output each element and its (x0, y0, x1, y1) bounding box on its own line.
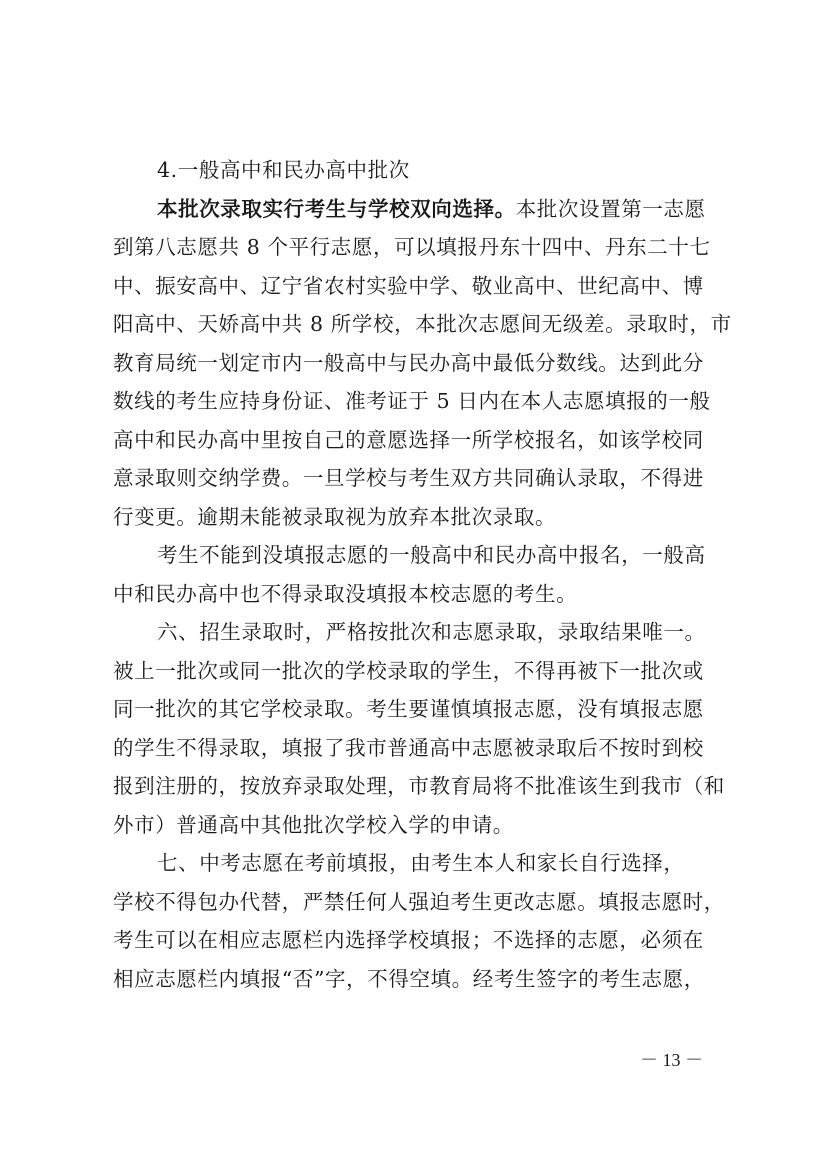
paragraph-line: 阳高中、天娇高中共 8 所学校，本批次志愿间无级差。录取时，市 (113, 312, 732, 336)
paragraph-line: 外市）普通高中其他批次学校入学的申请。 (113, 812, 514, 837)
paragraph-line: 学校不得包办代替，严禁任何人强迫考生更改志愿。填报志愿时， (113, 889, 725, 914)
paragraph-line: 相应志愿栏内填报“否”字，不得空填。经考生签字的考生志愿， (113, 966, 705, 991)
paragraph-line: 的学生不得录取，填报了我市普通高中志愿被录取后不按时到校 (113, 735, 704, 760)
bold-lead: 本批次录取实行考生与学校双向选择。 (157, 196, 516, 221)
section-six-line: 六、招生录取时，严格按批次和志愿录取，录取结果唯一。 (157, 620, 706, 644)
paragraph-line: 考生不能到没填报志愿的一般高中和民办高中报名，一般高 (157, 543, 706, 567)
paragraph-text: 本批次设置第一志愿 (515, 196, 706, 221)
paragraph-line: 同一批次的其它学校录取。考生要谨慎填报志愿，没有填报志愿 (113, 697, 704, 721)
paragraph-line: 意录取则交纳学费。一旦学校与考生双方共同确认录取，不得进 (113, 466, 704, 490)
paragraph-line: 数线的考生应持身份证、准考证于 5 日内在本人志愿填报的一般 (113, 389, 711, 413)
paragraph-line: 高中和民办高中里按自己的意愿选择一所学校报名，如该学校同 (113, 427, 704, 452)
paragraph-line: 被上一批次或同一批次的学校录取的学生，不得再被下一批次或 (113, 658, 704, 683)
page-number: － 13 － (640, 1050, 703, 1070)
section-seven-line: 七、中考志愿在考前填报，由考生本人和家长自行选择， (157, 851, 685, 875)
paragraph-line: 教育局统一划定市内一般高中与民办高中最低分数线。达到此分 (113, 350, 704, 375)
section-heading: 4.一般高中和民办高中批次 (157, 158, 410, 182)
paragraph-line: 报到注册的，按放弃录取处理，市教育局将不批准该生到我市（和 (113, 774, 725, 798)
paragraph-line: 中和民办高中也不得录取没填报本校志愿的考生。 (113, 581, 578, 606)
paragraph-line (113, 190, 728, 229)
paragraph-line: 中、振安高中、辽宁省农村实验中学、敬业高中、世纪高中、博 (113, 273, 704, 298)
paragraph-line: 行变更。逾期未能被录取视为放弃本批次录取。 (113, 504, 557, 529)
paragraph-line: 到第八志愿共 8 个平行志愿，可以填报丹东十四中、丹东二十七 (113, 235, 711, 259)
body-text (113, 151, 732, 998)
paragraph-line: 考生可以在相应志愿栏内选择学校填报；不选择的志愿，必须在 (113, 928, 704, 952)
